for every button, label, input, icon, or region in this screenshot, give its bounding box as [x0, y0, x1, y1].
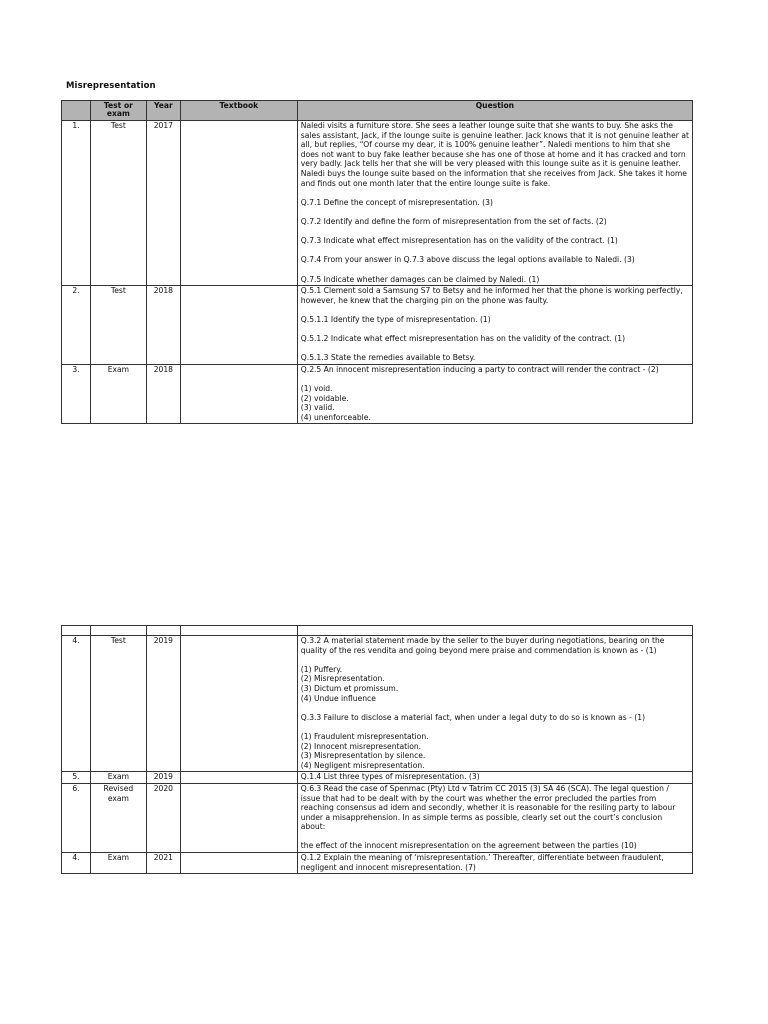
row-question: [297, 286, 692, 365]
row-test-or-exam: Test: [90, 286, 146, 365]
question-paragraph: Q.5.1.2 Indicate what effect misrepresentation has on the validity of the contract. (1): [300, 334, 626, 344]
question-paragraph: the effect of the innocent misrepresentation on the agreement between the parties (10): [300, 841, 637, 851]
row-textbook: [180, 783, 297, 852]
row-number: 5.: [62, 772, 91, 784]
row-year: 2020: [146, 783, 180, 852]
document-title: Misrepresentation: [66, 81, 156, 91]
row-number: 4.: [62, 853, 91, 874]
question-paragraph: Q.7.4 From your answer in Q.7.3 above discuss the legal options available to Naledi. (3): [300, 255, 635, 265]
row-number: 3.: [62, 364, 91, 424]
row-textbook: [180, 636, 297, 772]
row-question: [297, 853, 692, 874]
row-textbook: [180, 286, 297, 365]
header-number: [62, 101, 91, 121]
row-question: [297, 364, 692, 424]
row-test-or-exam: Test: [90, 121, 146, 286]
question-paragraph: Q.7.1 Define the concept of misrepresentation. (3): [300, 197, 493, 207]
row-test-or-exam: Exam: [90, 853, 146, 874]
row-number: 6.: [62, 783, 91, 852]
row-test-or-exam: Exam: [90, 772, 146, 784]
row-year: 2018: [146, 286, 180, 365]
header-textbook: Textbook: [180, 101, 297, 121]
question-paragraph: Q.3.2 A material statement made by the seller to the buyer during negotiations, bearing on the quality of the res vendita and going beyond mere praise and commendation is known as - (1): [300, 636, 665, 655]
row-number: 1.: [62, 121, 91, 286]
question-paragraph: (1) Puffery. (2) Misrepresentation. (3) Dictum et promissum. (4) Undue influence: [300, 664, 399, 703]
table-row: [62, 364, 693, 424]
table-row: [62, 772, 693, 784]
header-question: Question: [297, 101, 692, 121]
row-test-or-exam: Exam: [90, 364, 146, 424]
row-number: 2.: [62, 286, 91, 365]
row-year: 2018: [146, 364, 180, 424]
row-question: [297, 121, 692, 286]
question-paragraph: (1) Fraudulent misrepresentation. (2) Innocent misrepresentation. (3) Misrepresentation by silence. (4) Negligent misrepresentation.: [300, 731, 429, 770]
table-header-row: [62, 101, 693, 121]
question-paragraph: Q.5.1.1 Identify the type of misrepresentation. (1): [300, 314, 491, 324]
row-year: 2019: [146, 636, 180, 772]
row-textbook: [180, 853, 297, 874]
question-paragraph: Q.3.3 Failure to disclose a material fact, when under a legal duty to do so is known as - (1): [300, 712, 646, 722]
question-paragraph: Q.1.4 List three types of misrepresentation. (3): [300, 772, 480, 782]
row-year: 2021: [146, 853, 180, 874]
row-question: [297, 772, 692, 784]
question-paragraph: Q.6.3 Read the case of Spenmac (Pty) Ltd v Tatrim CC 2015 (3) SA 46 (SCA). The legal question / issue that had to be dealt with by the court was whether the error precluded the parties from reaching consensus ad idem and secondly, whether it is reasonable for the resiling party to labour under a misapprehension. In as simple terms as possible, clearly set out the court’s conclusion about:: [300, 783, 676, 832]
row-year: 2017: [146, 121, 180, 286]
row-year: 2019: [146, 772, 180, 784]
row-textbook: [180, 364, 297, 424]
questions-table-2: [61, 625, 693, 874]
question-paragraph: Q.7.5 Indicate whether damages can be claimed by Naledi. (1): [300, 274, 540, 284]
row-question: [297, 636, 692, 772]
question-paragraph: (1) void. (2) voidable. (3) valid. (4) unenforceable.: [300, 384, 371, 422]
header-test-or-exam: Test or exam: [90, 101, 146, 121]
question-paragraph: Q.5.1.3 State the remedies available to Betsy.: [300, 353, 476, 363]
row-textbook: [180, 121, 297, 286]
question-paragraph: Naledi visits a furniture store. She sees a leather lounge suite that she wants to buy. She asks the sales assistant, Jack, if the lounge suite is genuine leather. Jack knows that it is not genuine leather at all, but replies, “Of course my dear, it is 100% genuine leather”. Naledi mentions to him that she does not want to buy fake leather because she has one of those at home and it has cracked and torn very badly. Jack tells her that she will be very pleased with this lounge suite as it is genuine leather. Naledi buys the lounge suite based on the information that she receives from Jack. She takes it home and finds out one month later that the entire lounge suite is fake.: [300, 121, 689, 188]
question-paragraph: Q.5.1 Clement sold a Samsung S7 to Betsy and he informed her that the phone is working perfectly, however, he knew that the charging pin on the phone was faulty.: [300, 286, 683, 305]
table-row: [62, 636, 693, 772]
row-question: [297, 783, 692, 852]
question-paragraph: Q.1.2 Explain the meaning of ‘misrepresentation.’ Thereafter, differentiate between fraudulent, negligent and innocent misrepresentation. (7): [300, 853, 664, 872]
table-row: [62, 783, 693, 852]
table-row: [62, 286, 693, 365]
row-number: 4.: [62, 636, 91, 772]
row-test-or-exam: Test: [90, 636, 146, 772]
table-row: [62, 853, 693, 874]
row-textbook: [180, 772, 297, 784]
table-row: [62, 121, 693, 286]
blank-header-row: [62, 626, 693, 636]
header-year: Year: [146, 101, 180, 121]
question-paragraph: Q.7.3 Indicate what effect misrepresentation has on the validity of the contract. (1): [300, 236, 618, 246]
questions-table-1: [61, 100, 693, 424]
row-test-or-exam: Revised exam: [90, 783, 146, 852]
question-paragraph: Q.2.5 An innocent misrepresentation inducing a party to contract will render the contract - (2): [300, 364, 659, 374]
question-paragraph: Q.7.2 Identify and define the form of misrepresentation from the set of facts. (2): [300, 216, 607, 226]
